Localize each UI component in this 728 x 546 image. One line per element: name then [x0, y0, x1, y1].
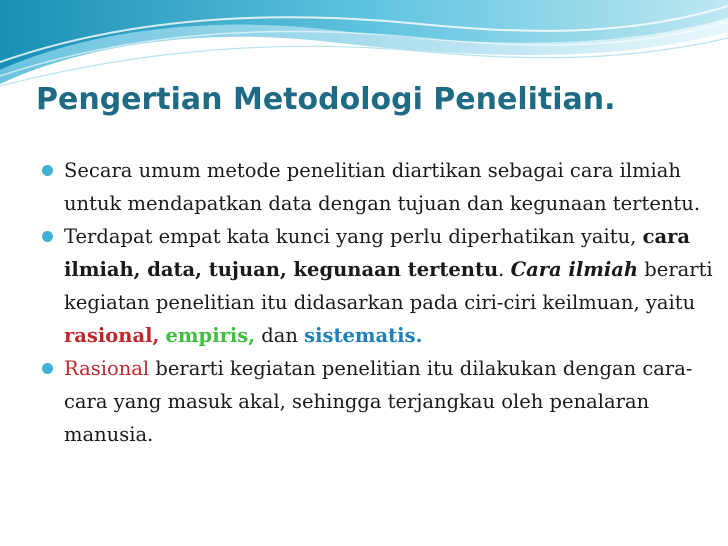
bullet-text: berarti kegiatan penelitian itu dilakukan dengan cara-cara yang masuk akal, sehingga terjangkau oleh penalaran manusia. [64, 357, 693, 446]
term-rasional: rasional, [64, 324, 160, 347]
bullet-point-icon [42, 363, 53, 374]
cara-ilmiah-emphasis: Cara ilmiah [510, 258, 639, 281]
bullet-text-intro: Terdapat empat kata kunci yang perlu diperhatikan yaitu, [64, 225, 643, 248]
conjunction-dan: dan [261, 324, 298, 347]
slide-title: Pengertian Metodologi Penelitian. [36, 82, 616, 117]
bullet-item-definition [40, 154, 720, 220]
term-empiris: empiris, [165, 324, 256, 347]
wave-header-decoration [0, 0, 728, 90]
bullet-item-keywords [40, 220, 720, 352]
bullet-item-rasional [40, 352, 720, 451]
bullet-list [40, 154, 720, 451]
bullet-text-explanation: berarti kegiatan penelitian itu didasarkan pada ciri-ciri keilmuan, yaitu [64, 258, 713, 314]
bullet-text: Secara umum metode penelitian diartikan sebagai cara ilmiah untuk mendapatkan data dengan tujuan dan kegunaan tertentu. [64, 159, 701, 215]
keywords-emphasis: cara ilmiah, data, tujuan, kegunaan tertentu [64, 225, 691, 281]
term-sistematis: sistematis. [304, 324, 423, 347]
bullet-text-separator: . [498, 258, 511, 281]
term-rasional-heading: Rasional [64, 357, 150, 380]
bullet-point-icon [42, 165, 53, 176]
bullet-point-icon [42, 231, 53, 242]
